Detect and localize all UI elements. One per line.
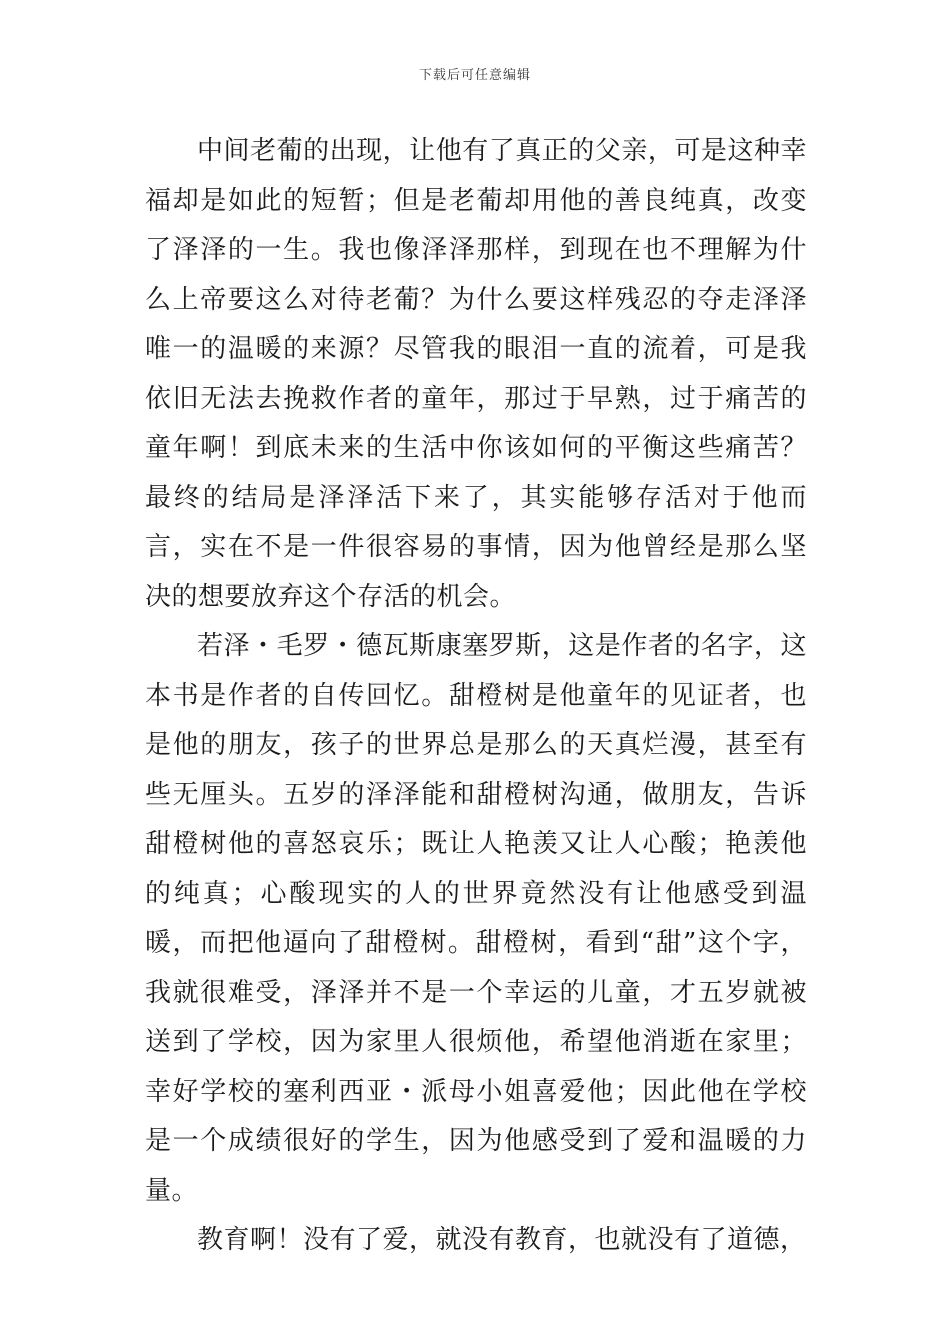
paragraph-1: 中间老葡的出现，让他有了真正的父亲，可是这种幸福却是如此的短暂；但是老葡却用他的善良纯真，改变了泽泽的一生。我也像泽泽那样，到现在也不理解为什么上帝要这么对待老葡？为什么要这样残忍的夺走泽泽唯一的温暖的来源？尽管我的眼泪一直的流着，可是我依旧无法去挽救作者的童年，那过于早熟，过于痛苦的童年啊！到底未来的生活中你该如何的平衡这些痛苦？最终的结局是泽泽活下来了，其实能够存活对于他而言，实在不是一件很容易的事情，因为他曾经是那么坚决的想要放弃这个存活的机会。 — [145, 136, 807, 612]
document-body — [145, 127, 807, 1266]
page-header: 下载后可任意编辑 — [418, 68, 531, 83]
paragraph-2: 若泽・毛罗・德瓦斯康塞罗斯，这是作者的名字，这本书是作者的自传回忆。甜橙树是他童年的见证者，也是他的朋友，孩子的世界总是那么的天真烂漫，甚至有些无厘头。五岁的泽泽能和甜橙树沟通，做朋友，告诉甜橙树他的喜怒哀乐；既让人艳羡又让人心酸；艳羡他的纯真；心酸现实的人的世界竟然没有让他感受到温暖，而把他逼向了甜橙树。甜橙树，看到“甜”这个字，我就很难受，泽泽并不是一个幸运的儿童，才五岁就被送到了学校，因为家里人很烦他，希望他消逝在家里；幸好学校的塞利西亚・派母小姐喜爱他；因此他在学校是一个成绩很好的学生，因为他感受到了爱和温暖的力量。 — [145, 631, 807, 1206]
paragraph-3: 教育啊！没有了爱，就没有教育，也就没有了道德， — [197, 1225, 807, 1255]
